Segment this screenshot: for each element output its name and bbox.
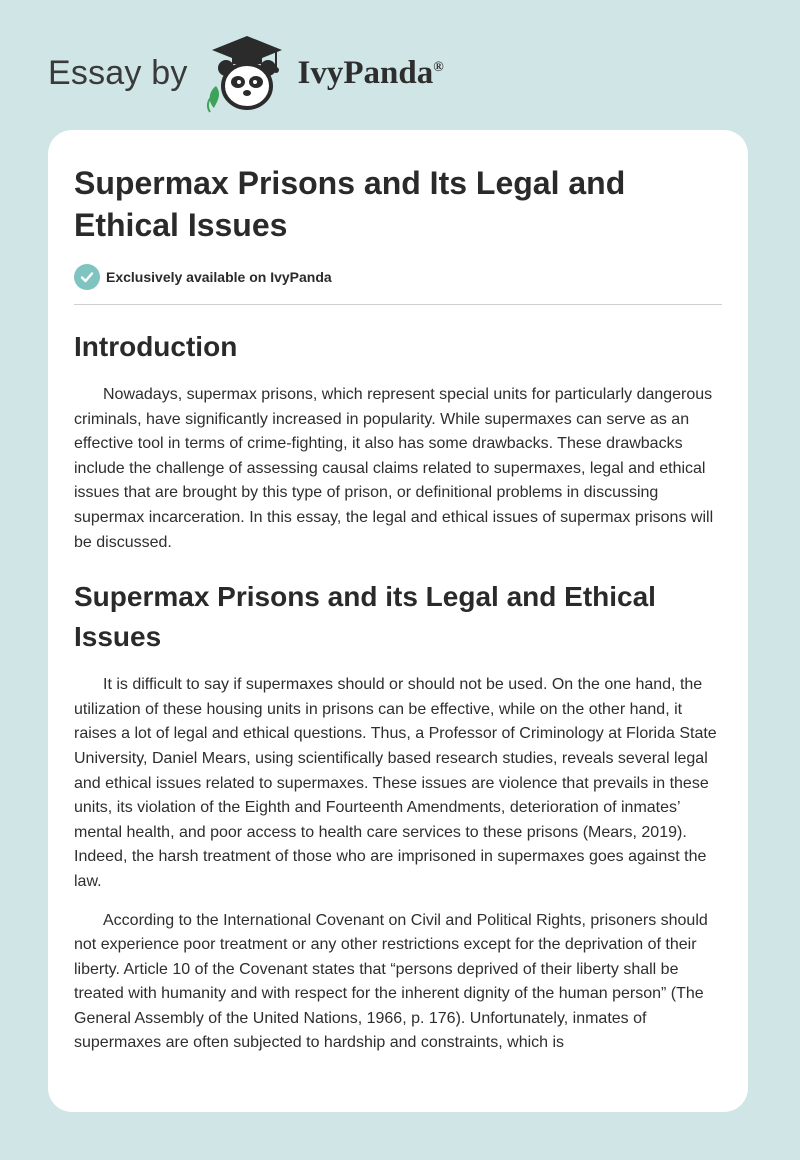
registered-mark: ® bbox=[433, 59, 444, 75]
page-title: Supermax Prisons and Its Legal and Ethical Issues bbox=[74, 165, 626, 243]
paragraph: Nowadays, supermax prisons, which represent special units for particularly dangerous criminals, have significantly increased in popularity. While supermaxes can serve as an effective tool in terms of crime-fighting, it also has some drawbacks. These drawbacks include the challenge of assessing causal claims related to supermaxes, legal and ethical issues that are brought by this type of prison, or definitional problems in discussing supermax incarceration. In this essay, the legal and ethical issues of supermax prisons will be discussed. bbox=[74, 386, 714, 551]
section-heading-introduction: Introduction bbox=[74, 331, 238, 362]
exclusive-text: Exclusively available on IvyPanda bbox=[106, 269, 332, 285]
brand-name[interactable]: IvyPanda® bbox=[297, 54, 444, 91]
paragraph: It is difficult to say if supermaxes should or should not be used. On the one hand, the utilization of these housing units in prisons can be effective, while on the other hand, it raises a lot of legal and ethical questions. Thus, a Professor of Criminology at Florida State University, Daniel Mears, using scientifically based research studies, reveals several legal and ethical issues related to supermaxes. These issues are violence that prevails in these units, its violation of the Eighth and Fourteenth Amendments, deterioration of inmates’ mental health, and poor access to health care services to these prisons (Mears, 2019). Indeed, the harsh treatment of those who are imprisoned in supermaxes goes against the law. bbox=[74, 676, 717, 890]
site-header bbox=[48, 28, 444, 118]
section-heading-legal-ethical: Supermax Prisons and its Legal and Ethical Issues bbox=[74, 581, 656, 653]
paragraph: According to the International Covenant on Civil and Political Rights, prisoners should not experience poor treatment or any other restrictions except for the deprivation of their liberty. Article 10 of the Covenant states that “persons deprived of their liberty shall be treated with humanity and with respect for the inherent dignity of the human person” (The General Assembly of the United Nations, 1966, p. 176). Unfortunately, inmates of supermaxes are often subjected to hardship and constraints, which is bbox=[74, 911, 708, 1052]
article-card bbox=[48, 130, 748, 1112]
divider bbox=[74, 304, 722, 305]
essay-by-label: Essay by bbox=[48, 53, 188, 92]
exclusive-badge bbox=[74, 264, 722, 290]
check-circle-icon bbox=[74, 264, 100, 290]
panda-graduate-icon[interactable] bbox=[202, 28, 292, 118]
